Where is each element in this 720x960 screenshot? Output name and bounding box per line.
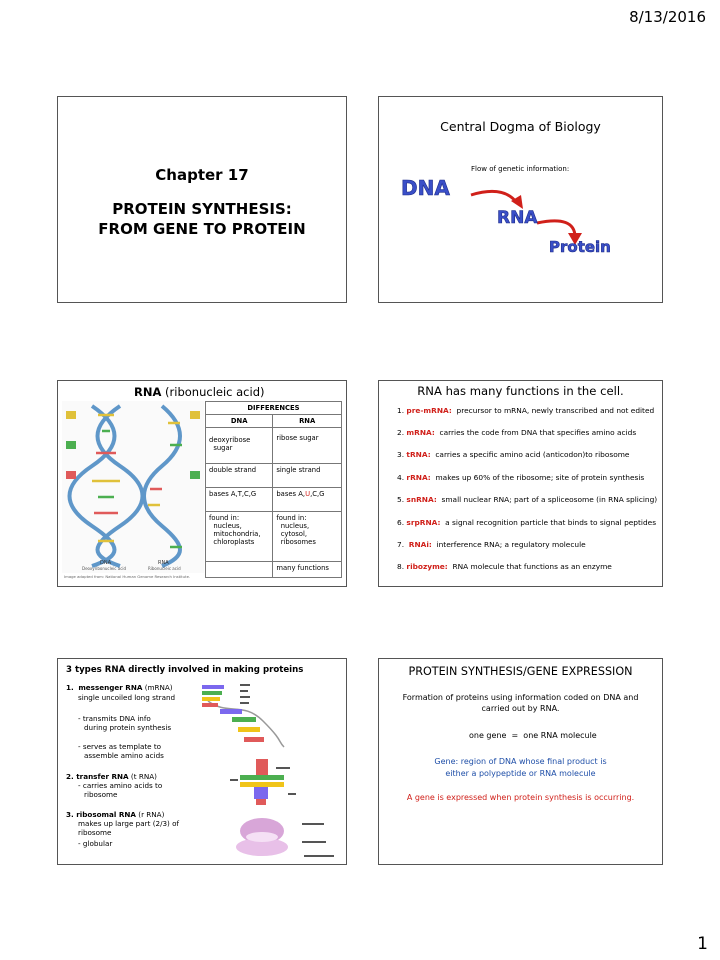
slide-chapter-title: [57, 96, 347, 303]
dogma-step-rna: RNA: [497, 208, 538, 228]
gene-expressed-note: A gene is expressed when protein synthesis is occurring.: [406, 793, 635, 802]
slide-central-dogma: [378, 96, 663, 303]
ribosome-illustration: [232, 813, 342, 863]
page-number: 1: [697, 934, 708, 954]
slide-title: Central Dogma of Biology: [440, 119, 601, 134]
title-line-2: FROM GENE TO PROTEIN: [98, 220, 306, 238]
mrna-description: single uncoiled long strand: [78, 693, 176, 702]
slide-three-rna-types: [57, 658, 347, 865]
differences-table: [205, 401, 342, 578]
list-item: 1. pre-mRNA: precursor to mRNA, newly transcribed and not edited: [397, 406, 655, 415]
table-row: found in: nucleus, mitochondria, chloroplasts found in: nucleus, cytosol, ribosomes: [206, 512, 342, 562]
list-item: 7. RNAi: interference RNA; a regulatory molecule: [397, 540, 586, 549]
title-line-1: PROTEIN SYNTHESIS:: [112, 200, 292, 218]
slide-subtitle: Flow of genetic information:: [471, 165, 570, 173]
mrna-heading: 1. messenger RNA (mRNA): [66, 683, 173, 692]
slide-title: [134, 385, 265, 399]
mrna-bullet-cont: during protein synthesis: [84, 723, 172, 732]
slide-title: 3 types RNA directly involved in making proteins: [66, 665, 304, 675]
list-item: 4. rRNA: makes up 60% of the ribosome; site of protein synthesis: [397, 473, 645, 482]
trna-heading: 2. transfer RNA (t RNA): [66, 772, 157, 781]
mrna-illustration: [188, 681, 288, 751]
dna-rna-structure-image: [62, 401, 204, 573]
table-header-differences: DIFFERENCES: [206, 402, 342, 415]
trna-bullet-cont: ribosome: [84, 790, 118, 799]
table-row: many functions: [206, 562, 342, 578]
table-col-dna: DNA: [206, 415, 273, 428]
arrow-dna-to-rna: [471, 191, 517, 203]
rna-full-name-label: Ribonucleic acid: [148, 566, 181, 571]
mrna-bullet: - serves as template to: [78, 742, 162, 751]
list-item: 3. tRNA: carries a specific amino acid (anticodon)to ribosome: [397, 450, 630, 459]
trna-bullet: - carries amino acids to: [78, 781, 163, 790]
uracil-highlight: U: [305, 490, 311, 498]
gene-definition-1: Gene: region of DNA whose final product is: [434, 757, 607, 766]
dogma-step-dna: DNA: [401, 176, 450, 200]
table-row: bases A,T,C,G bases A,U,C,G: [206, 488, 342, 512]
slide-rna-functions: [378, 380, 663, 587]
one-gene-one-rna: one gene = one RNA molecule: [469, 731, 597, 740]
slide-title: PROTEIN SYNTHESIS/GENE EXPRESSION: [408, 665, 633, 678]
table-row: double strand single strand: [206, 464, 342, 488]
list-item: 8. ribozyme: RNA molecule that functions as an enzyme: [397, 562, 612, 571]
definition-line-1: Formation of proteins using information coded on DNA and: [402, 693, 639, 702]
chapter-label: Chapter 17: [155, 166, 249, 184]
title-bold: RNA: [134, 385, 162, 399]
rrna-description-cont: ribosome: [78, 828, 112, 837]
rrna-description: makes up large part (2/3) of: [78, 819, 180, 828]
rna-image-label: RNA: [158, 560, 169, 566]
table-col-rna: RNA: [273, 415, 342, 428]
slide-rna-differences: [57, 380, 347, 587]
dogma-step-protein: Protein: [549, 238, 611, 256]
central-dogma-diagram: [379, 97, 664, 304]
rna-function-list: [397, 381, 662, 587]
slide-gene-expression: [378, 658, 663, 865]
mrna-bullet: - transmits DNA info: [78, 714, 151, 723]
slide-title: RNA has many functions in the cell.: [417, 384, 624, 398]
mrna-bullet-cont: assemble amino acids: [84, 751, 164, 760]
list-item: 2. mRNA: carries the code from DNA that specifies amino acids: [397, 428, 637, 437]
image-caption: Image adapted from: National Human Genome Research Institute.: [64, 574, 191, 579]
dna-image-label: DNA: [100, 560, 112, 566]
table-row: deoxyribose sugar ribose sugar: [206, 428, 342, 464]
list-item: 5. snRNA: small nuclear RNA; part of a spliceosome (in RNA splicing): [397, 495, 658, 504]
trna-illustration: [228, 757, 298, 809]
rrna-heading: 3. ribosomal RNA (r RNA): [66, 810, 165, 819]
dna-full-name-label: Deoxyribonucleic acid: [82, 566, 127, 571]
gene-definition-2: either a polypeptide or RNA molecule: [445, 769, 596, 778]
definition-line-2: carried out by RNA.: [481, 704, 560, 713]
header-date: 8/13/2016: [629, 8, 706, 26]
rrna-bullet: - globular: [78, 839, 113, 848]
list-item: 6. srpRNA: a signal recognition particle that binds to signal peptides: [397, 518, 657, 527]
title-rest: (ribonucleic acid): [165, 385, 265, 399]
